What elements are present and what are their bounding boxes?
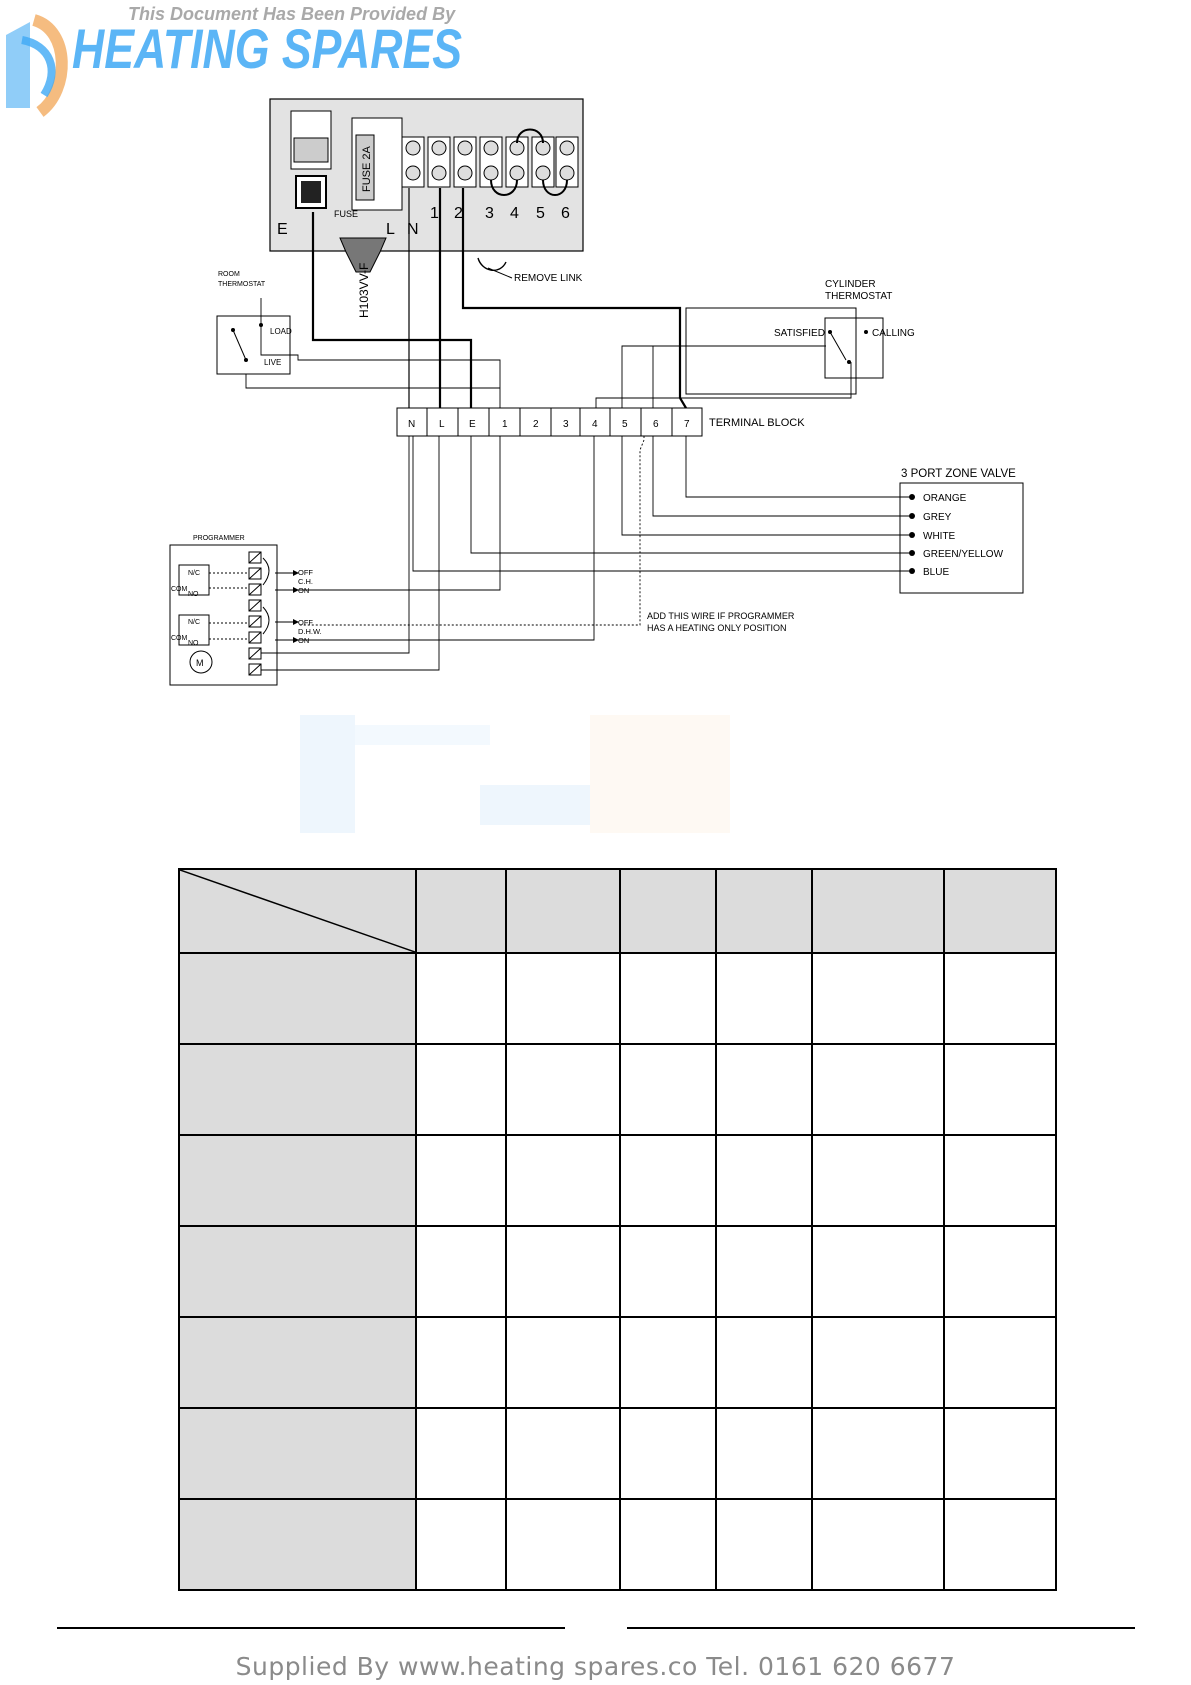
row-header-cell — [179, 953, 416, 1044]
table-cell — [944, 1408, 1056, 1499]
brand-text: HEATING SPARES — [72, 17, 462, 80]
row-header-cell — [179, 1499, 416, 1590]
room-thermostat-live: LIVE — [264, 358, 282, 367]
cylinder-calling: CALLING — [872, 328, 915, 339]
note-line-1: ADD THIS WIRE IF PROGRAMMER — [647, 611, 795, 621]
table-row — [179, 1044, 1056, 1135]
table-header-cell — [620, 869, 716, 953]
table-cell — [716, 1044, 812, 1135]
table-header-cell — [716, 869, 812, 953]
tb-cell-5: 5 — [622, 419, 628, 430]
table-cell — [716, 1408, 812, 1499]
table-cell — [506, 1408, 620, 1499]
terminal-fuse: FUSE — [334, 209, 359, 219]
room-thermostat — [217, 271, 292, 374]
table-cell — [506, 1499, 620, 1590]
table-cell — [716, 1499, 812, 1590]
fuse-label: FUSE 2A — [361, 146, 373, 192]
tb-cell-2: 2 — [533, 419, 539, 430]
table-cell — [416, 1044, 506, 1135]
dhw-no-label: NO — [188, 640, 199, 647]
table-cell — [506, 1044, 620, 1135]
dhw-label: D.H.W. — [298, 627, 322, 636]
table-cell — [620, 953, 716, 1044]
table-header-cell — [812, 869, 944, 953]
table-row — [179, 1408, 1056, 1499]
dhw-on-label: ON — [298, 636, 310, 645]
table-cell — [812, 1226, 944, 1317]
room-thermostat-title-2: THERMOSTAT — [218, 281, 266, 288]
cylinder-thermostat — [686, 279, 915, 394]
table-cell — [944, 953, 1056, 1044]
wiring-diagram — [0, 0, 1191, 720]
table-row — [179, 1317, 1056, 1408]
row-header-cell — [179, 1317, 416, 1408]
terminal-e: E — [277, 221, 288, 238]
table-cell — [812, 1044, 944, 1135]
terminal-n: N — [407, 221, 419, 238]
note-line-2: HAS A HEATING ONLY POSITION — [647, 623, 787, 633]
table-cell — [416, 1226, 506, 1317]
dhw-com-label: COM — [171, 635, 188, 642]
table-cell — [620, 1499, 716, 1590]
terminal-1: 1 — [430, 205, 439, 222]
room-thermostat-load: LOAD — [270, 327, 292, 336]
table-header-cell — [506, 869, 620, 953]
table-cell — [506, 1317, 620, 1408]
terminal-2: 2 — [454, 205, 463, 222]
row-header-cell — [179, 1408, 416, 1499]
table-cell — [506, 1226, 620, 1317]
table-cell — [416, 1135, 506, 1226]
tb-cell-3: 3 — [563, 419, 569, 430]
table-cell — [416, 1499, 506, 1590]
terminal-3: 3 — [485, 205, 494, 222]
valve-wire-white: WHITE — [923, 531, 956, 542]
terminal-block — [397, 408, 805, 436]
ch-label: C.H. — [298, 577, 313, 586]
zone-valve — [900, 468, 1023, 593]
tb-cell-1: 1 — [502, 419, 508, 430]
footer-rule-right — [627, 1627, 1135, 1629]
terminal-4: 4 — [510, 205, 519, 222]
table-corner-cell — [179, 869, 416, 953]
table-cell — [944, 1044, 1056, 1135]
table-cell — [416, 1317, 506, 1408]
table-cell — [716, 1317, 812, 1408]
tb-cell-4: 4 — [592, 419, 598, 430]
table-cell — [620, 1135, 716, 1226]
table-header-row — [179, 869, 1056, 953]
valve-wire-orange: ORANGE — [923, 493, 967, 504]
valve-wire-grey: GREY — [923, 512, 952, 523]
table-header-cell — [416, 869, 506, 953]
zone-valve-title: 3 PORT ZONE VALVE — [901, 468, 1016, 480]
table-cell — [944, 1226, 1056, 1317]
motor-label: M — [196, 658, 204, 668]
table-cell — [716, 1226, 812, 1317]
programmer — [170, 535, 322, 685]
ch-on-label: ON — [298, 586, 310, 595]
room-thermostat-title-1: ROOM — [218, 271, 240, 278]
ch-no-label: NO — [188, 591, 199, 598]
programmer-title: PROGRAMMER — [193, 535, 245, 542]
table-cell — [620, 1044, 716, 1135]
table-row — [179, 953, 1056, 1044]
table-row — [179, 1499, 1056, 1590]
unit-box — [270, 99, 583, 251]
tb-cell-6: 6 — [653, 419, 659, 430]
cable-label: H103VV-F — [357, 262, 371, 318]
terminal-5: 5 — [536, 205, 545, 222]
ch-nc-label: N/C — [188, 570, 201, 577]
table-cell — [620, 1226, 716, 1317]
ch-com-label: COM — [171, 586, 188, 593]
table-row — [179, 1135, 1056, 1226]
table-cell — [944, 1499, 1056, 1590]
dhw-nc-label: N/C — [188, 619, 201, 626]
dhw-off-label: OFF — [298, 618, 313, 627]
terminal-l: L — [386, 221, 395, 238]
table-cell — [416, 1408, 506, 1499]
table-cell — [716, 953, 812, 1044]
cable-gland — [340, 238, 386, 318]
table-header-cell — [944, 869, 1056, 953]
table-cell — [812, 1135, 944, 1226]
provided-by-text: This Document Has Been Provided By — [128, 4, 456, 24]
table-cell — [944, 1135, 1056, 1226]
valve-wire-blue: BLUE — [923, 567, 950, 578]
tb-cell-7: 7 — [684, 419, 690, 430]
table-cell — [812, 953, 944, 1044]
data-table — [178, 868, 1057, 1591]
table-row — [179, 1226, 1056, 1317]
terminal-6: 6 — [561, 205, 570, 222]
tb-cell-n: N — [408, 419, 416, 430]
cylinder-satisfied: SATISFIED — [774, 328, 825, 339]
tb-cell-e: E — [469, 419, 476, 430]
table-cell — [812, 1499, 944, 1590]
row-header-cell — [179, 1044, 416, 1135]
footer-rule-left — [57, 1627, 565, 1629]
ch-off-label: OFF — [298, 568, 313, 577]
valve-wire-green-yellow: GREEN/YELLOW — [923, 549, 1004, 560]
footer-supplied-by: Supplied By www.heating spares.co Tel. 0161 620 6677 — [235, 1652, 956, 1681]
table-cell — [944, 1317, 1056, 1408]
cylinder-thermostat-title-1: CYLINDER — [825, 279, 876, 290]
table-cell — [620, 1317, 716, 1408]
table-cell — [812, 1317, 944, 1408]
row-header-cell — [179, 1135, 416, 1226]
tb-cell-l: L — [439, 419, 445, 430]
table-cell — [506, 953, 620, 1044]
table-cell — [812, 1408, 944, 1499]
table-cell — [620, 1408, 716, 1499]
row-header-cell — [179, 1226, 416, 1317]
remove-link-label: REMOVE LINK — [514, 273, 583, 284]
table-cell — [506, 1135, 620, 1226]
faint-watermark — [290, 715, 830, 835]
cylinder-thermostat-title-2: THERMOSTAT — [825, 291, 893, 302]
table-cell — [416, 953, 506, 1044]
table-cell — [716, 1135, 812, 1226]
terminal-block-label: TERMINAL BLOCK — [709, 417, 805, 429]
